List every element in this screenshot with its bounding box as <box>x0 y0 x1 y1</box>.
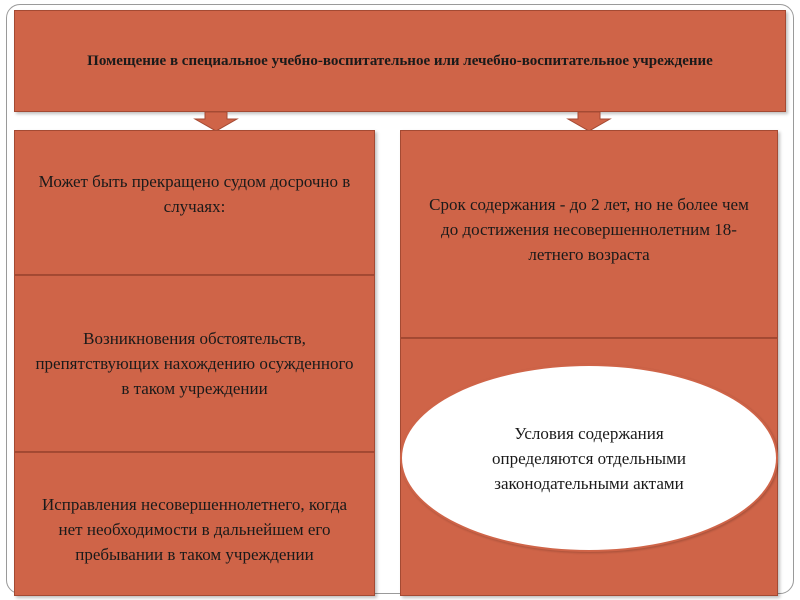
conditions-text: Условия содержания определяются отдельными законодательными актами <box>492 423 686 493</box>
left-cell-early-termination <box>14 130 375 275</box>
left-cell-circumstances <box>14 275 375 452</box>
left-cell-correction-text: Исправления несовершеннолетнего, когда нет необходимости в дальнейшем его пребывании в таком учреждении <box>41 494 348 564</box>
left-cell-correction <box>14 452 375 596</box>
conditions-ellipse <box>400 364 778 552</box>
header-box <box>14 10 786 112</box>
down-arrow-left <box>193 112 239 132</box>
left-cell-early-termination-text: Может быть прекращено судом досрочно в случаях: <box>38 171 351 216</box>
right-cell-term <box>400 130 778 338</box>
left-cell-circumstances-text: Возникновения обстоятельств, препятствующих нахождению осужденного в таком учреждении <box>35 329 354 398</box>
down-arrow-right <box>566 112 612 132</box>
header-title: Помещение в специальное учебно-воспитательное или лечебно-воспитательное учреждение <box>87 53 713 69</box>
right-cell-term-text: Срок содержания - до 2 лет, но не более чем до достижения несовершеннолетним 18-летнего возраста <box>429 194 749 264</box>
